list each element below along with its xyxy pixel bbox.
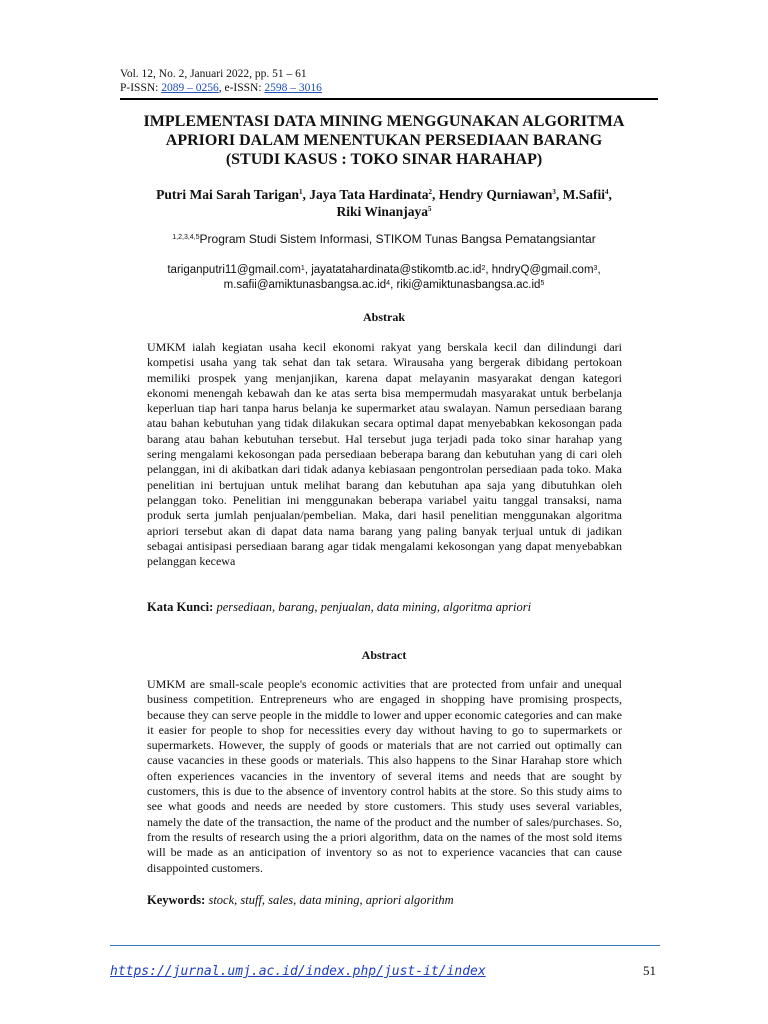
issn-line — [120, 81, 322, 95]
author-name: Jaya Tata Hardinata — [309, 187, 429, 202]
abstrak-heading: Abstrak — [362, 310, 405, 324]
author-sup: 1 — [298, 188, 303, 196]
kata-kunci — [147, 600, 627, 615]
email-sup: 1 — [300, 265, 305, 272]
author-sup: 4 — [605, 188, 609, 196]
header-divider — [120, 98, 658, 100]
author-sep: , — [432, 187, 439, 202]
author-sup: 2 — [428, 188, 432, 196]
email-sep: , — [485, 264, 492, 276]
author-name: Putri Mai Sarah Tarigan — [156, 187, 299, 202]
abstrak-body: UMKM ialah kegiatan usaha kecil ekonomi rakyat yang berskala kecil dan dilindungi dari kompetisi usaha yang tak sehat dan tak setara. Wirausaha yang bergerak dibidang pertokoan memiliki prospek yang menjanjikan, karena dapat melayanin masyarakat dengan kategori ekonomi menengah kebawah dan ke atas serta bisa mempermudah masyarakat untuk berbelanja keperluan tiap hari tanpa harus belanja ke supermarket atau swalayan. Namun persediaan barang atau bahan kebutuhan yang tidak dilakukan secara optimal dapat menyebabkan kekosongan pada barang atau bahan kebutuhan tersebut. Hal tersebut juga terjadi pada toko sinar harahap yang sering mengalami kekosongan pada persediaan beberapa barang dan kebutuhan yang di cari oleh pelanggan, ini di akibatkan dari tidak adanya kebiasaan pengontrolan persediaan pada toko. Maka penelitian ini bertujuan untuk melihat barang dan kebutuhan apa saja yang dibutuhkan oleh pelanggan toko. Penelitian ini menggunakan beberapa variabel yaitu tanggal transaksi, nama produk serta jumlah penjualan/pembelian. Maka, dari hasil penelitian menggunakan algoritma apriori tersebut akan di dapat data nama barang yang paling banyak terjual untuk di jadikan sebagai antisipasi persediaan barang agar tidak mengalami kekosongan yang dapat menyebabkan pelanggan kecewa — [147, 340, 622, 569]
abstract-body: UMKM are small-scale people's economic activities that are protected from unfair and unequal business competition. Entrepreneurs who are engaged in shopping have promising prospects, because they can serve people in the middle to lower and upper economic categories and can make it easier for people to shop for necessities every day without having to go to supermarkets or supermarkets. However, the supply of goods or materials that are not carried out optimally can cause vacancies in these goods or materials. This also happens to the Sinar Harahap store which often experiences vacancies in the inventory of several items and needs that are sought by customers, this is due to the absence of inventory control habits at the store. So this study aims to see what goods and needs are needed by store customers. This study uses several variables, namely the date of the transaction, the name of the product and the number of sales/purchases. So, from the results of research using the a priori algorithm, data on the names of the most sold items will be made as an anticipation of inventory so as not to experience vacancies that can cause disappointed customers. — [147, 677, 622, 875]
affiliation-text: Program Studi Sistem Informasi, STIKOM Tunas Bangsa Pematangsiantar — [199, 232, 596, 246]
abstract-heading: Abstract — [361, 648, 407, 662]
pissn-label: P-ISSN: — [120, 82, 162, 94]
author-line-1 — [110, 186, 658, 203]
author-name: Hendry Qurniawan — [438, 187, 553, 202]
title-line-3: (STUDI KASUS : TOKO SINAR HARAHAP) — [225, 151, 543, 168]
email-sep: , — [390, 279, 397, 291]
email-sup: 3 — [593, 265, 598, 272]
affiliation-sup: 1,2,3,4,5 — [172, 234, 200, 241]
email-sup: 5 — [540, 280, 545, 287]
author-sep: , — [608, 187, 612, 202]
email-sep: , — [304, 264, 312, 276]
author-sep: , — [555, 187, 563, 202]
eissn-label: , e-ISSN: — [218, 82, 265, 94]
email-address: riki@amiktunasbangsa.ac.id — [396, 279, 541, 291]
email-sep: , — [597, 264, 601, 276]
kata-kunci-label: Kata Kunci: — [147, 600, 214, 614]
author-name: M.Safii — [562, 187, 606, 202]
pissn-link[interactable]: 2089 – 0256 — [161, 82, 219, 94]
affiliation — [110, 232, 658, 247]
author-sup: 3 — [552, 188, 556, 196]
paper-title — [110, 112, 658, 169]
journal-url-link[interactable]: https://jurnal.umj.ac.id/index.php/just-it/index — [110, 964, 486, 979]
email-address: jayatatahardinata@stikomtb.ac.id — [311, 264, 482, 276]
author-line-2 — [110, 203, 658, 220]
email-sup: 2 — [481, 265, 486, 272]
email-address: hndryQ@gmail.com — [491, 264, 594, 276]
title-line-1: IMPLEMENTASI DATA MINING MENGGUNAKAN ALGORITMA — [143, 113, 625, 130]
author-sup: 5 — [427, 205, 432, 213]
footer-url — [110, 964, 486, 979]
footer-divider — [110, 945, 660, 946]
author-emails — [110, 263, 658, 293]
eissn-link[interactable]: 2598 – 3016 — [264, 82, 322, 94]
keywords — [147, 893, 627, 908]
journal-volume-line: Vol. 12, No. 2, Januari 2022, pp. 51 – 61 — [120, 68, 307, 80]
kata-kunci-text: persediaan, barang, penjualan, data mining, algoritma apriori — [216, 600, 532, 614]
email-address: tariganputri11@gmail.com — [167, 264, 301, 276]
title-line-2: APRIORI DALAM MENENTUKAN PERSEDIAAN BARANG — [165, 132, 603, 149]
email-address: m.safii@amiktunasbangsa.ac.id — [223, 279, 387, 291]
author-sep: , — [302, 187, 310, 202]
author-name: Riki Winanjaya — [336, 204, 428, 219]
email-line-2 — [110, 278, 658, 293]
keywords-text: stock, stuff, sales, data mining, apriori algorithm — [208, 893, 454, 907]
email-line-1 — [110, 263, 658, 278]
author-list — [110, 186, 658, 220]
keywords-label: Keywords: — [147, 893, 206, 907]
page-number: 51 — [643, 963, 656, 978]
email-sup: 4 — [386, 280, 391, 287]
journal-header — [120, 67, 322, 95]
